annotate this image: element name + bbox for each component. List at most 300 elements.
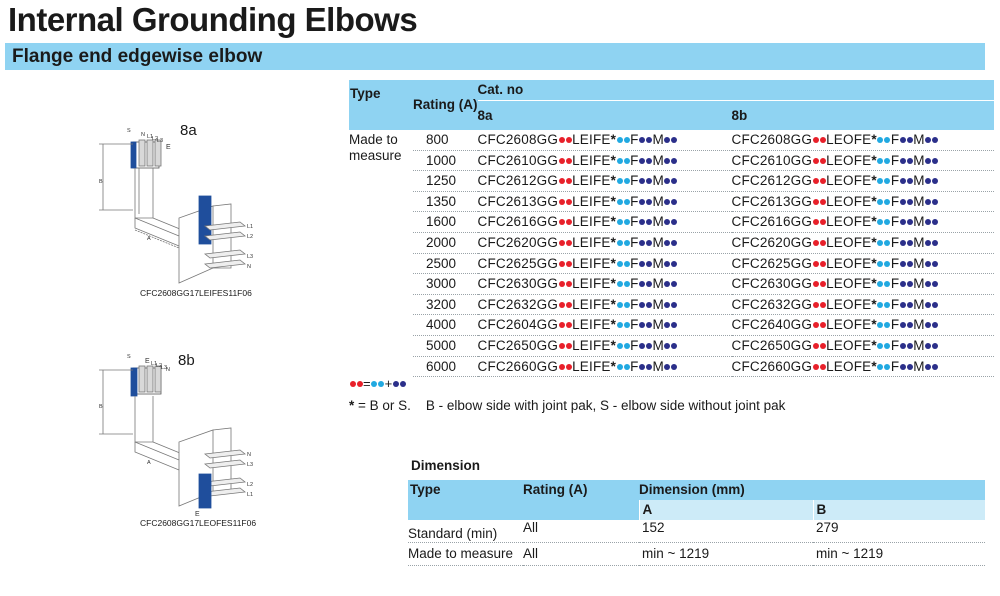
code-m: M	[913, 173, 925, 189]
figure-label-8a: 8a	[180, 122, 197, 139]
table-row	[349, 253, 994, 274]
cat-8b-cell	[732, 232, 994, 253]
code-suffix: LEIFE	[572, 337, 611, 353]
dim-label: L1	[147, 134, 154, 140]
navy-dot-icon	[907, 219, 913, 225]
navy-dot-icon	[639, 158, 645, 164]
red-dot-icon	[566, 199, 572, 205]
red-dot-icon	[813, 343, 819, 349]
dim-label: N	[247, 264, 251, 270]
navy-dot-icon	[646, 343, 652, 349]
table-row	[408, 543, 985, 566]
dim-header-a: A	[639, 500, 813, 520]
code-star: *	[871, 132, 877, 147]
red-dot-icon	[820, 261, 826, 267]
code-suffix: LEIFE	[572, 173, 611, 189]
red-dot-icon	[559, 199, 565, 205]
code-m: M	[913, 337, 925, 353]
code-f: F	[890, 193, 900, 209]
dim-label: L1	[247, 492, 254, 498]
red-dot-icon	[566, 261, 572, 267]
navy-dot-icon	[639, 178, 645, 184]
navy-dot-icon	[639, 219, 645, 225]
navy-dot-icon	[639, 261, 645, 267]
catalog-code	[478, 214, 678, 229]
navy-dot-icon	[932, 322, 938, 328]
navy-dot-icon	[393, 381, 399, 387]
navy-dot-icon	[900, 158, 906, 164]
blue-dot-icon	[884, 240, 890, 246]
navy-dot-icon	[932, 219, 938, 225]
cat-8b-cell	[732, 171, 994, 192]
navy-dot-icon	[932, 240, 938, 246]
dim-label: L2	[247, 482, 254, 488]
navy-dot-icon	[907, 199, 913, 205]
red-dot-icon	[566, 281, 572, 287]
code-suffix: LEOFE	[826, 214, 872, 230]
code-f: F	[630, 317, 639, 333]
col-header-rating: Rating (A)	[413, 97, 478, 112]
code-f: F	[630, 296, 639, 312]
red-dot-icon	[559, 281, 565, 287]
dim-label: L2	[152, 136, 159, 142]
navy-dot-icon	[671, 219, 677, 225]
code-base: CFC2613GG	[731, 193, 813, 209]
cat-8b-cell	[732, 150, 994, 171]
code-suffix: LEOFE	[826, 358, 872, 374]
dim-header-rating: Rating (A)	[523, 480, 639, 520]
blue-dot-icon	[617, 137, 623, 143]
code-base: CFC2604GG	[477, 317, 559, 333]
code-star: *	[610, 296, 617, 312]
rating-cell: 800	[413, 130, 478, 150]
code-f: F	[630, 276, 639, 292]
table-row	[349, 212, 994, 233]
blue-dot-icon	[624, 219, 630, 225]
blue-dot-icon	[877, 137, 883, 143]
navy-dot-icon	[639, 281, 645, 287]
blue-dot-icon	[617, 158, 623, 164]
blue-dot-icon	[624, 178, 630, 184]
code-star: *	[610, 317, 617, 333]
cat-8a-cell	[478, 274, 732, 295]
navy-dot-icon	[664, 137, 670, 143]
code-base: CFC2625GG	[477, 255, 559, 271]
red-dot-icon	[566, 322, 572, 328]
dim-rating-cell: All	[523, 520, 639, 543]
blue-dot-icon	[877, 281, 883, 287]
navy-dot-icon	[900, 343, 906, 349]
dim-header-b: B	[813, 500, 985, 520]
red-dot-icon	[820, 343, 826, 349]
blue-dot-icon	[877, 199, 883, 205]
navy-dot-icon	[932, 302, 938, 308]
navy-dot-icon	[671, 261, 677, 267]
table-row	[349, 335, 994, 356]
dim-label: A	[147, 460, 151, 466]
cat-8b-cell	[732, 253, 994, 274]
code-star: *	[610, 132, 617, 147]
blue-dot-icon	[884, 281, 890, 287]
blue-dot-icon	[624, 364, 630, 370]
navy-dot-icon	[639, 302, 645, 308]
code-suffix: LEIFE	[572, 132, 611, 147]
code-star: *	[610, 152, 617, 168]
blue-dot-icon	[378, 381, 384, 387]
navy-dot-icon	[925, 178, 931, 184]
dim-label: L1	[151, 361, 158, 367]
code-m: M	[913, 132, 925, 147]
elbow-diagram-8a	[95, 118, 280, 296]
navy-dot-icon	[907, 281, 913, 287]
cat-8a-cell	[478, 335, 732, 356]
navy-dot-icon	[646, 364, 652, 370]
navy-dot-icon	[646, 322, 652, 328]
catalog-code	[732, 235, 939, 250]
code-m: M	[652, 173, 664, 189]
catalog-code	[732, 338, 939, 353]
code-base: CFC2660GG	[731, 358, 813, 374]
code-base: CFC2630GG	[731, 276, 813, 292]
catalog-code	[478, 132, 678, 147]
navy-dot-icon	[925, 322, 931, 328]
dimension-caption: Dimension	[411, 458, 481, 473]
navy-dot-icon	[671, 240, 677, 246]
dim-label: S	[127, 128, 131, 134]
catalog-table	[349, 80, 994, 377]
cat-8b-cell	[732, 274, 994, 295]
code-f: F	[630, 132, 639, 147]
dim-label: L1	[247, 224, 254, 230]
code-base: CFC2630GG	[477, 276, 559, 292]
navy-dot-icon	[646, 199, 652, 205]
table-row	[408, 520, 985, 543]
code-base: CFC2660GG	[477, 358, 559, 374]
navy-dot-icon	[664, 199, 670, 205]
red-dot-icon	[820, 364, 826, 370]
rating-cell: 1600	[413, 212, 478, 233]
blue-dot-icon	[617, 261, 623, 267]
blue-dot-icon	[877, 261, 883, 267]
code-m: M	[652, 358, 664, 374]
blue-dot-icon	[617, 240, 623, 246]
red-dot-icon	[559, 219, 565, 225]
legend-plus: +	[384, 376, 393, 391]
red-dot-icon	[566, 343, 572, 349]
blue-dot-icon	[624, 261, 630, 267]
red-dot-icon	[813, 158, 819, 164]
navy-dot-icon	[639, 137, 645, 143]
code-star: *	[610, 234, 617, 250]
code-m: M	[913, 214, 925, 230]
blue-dot-icon	[617, 302, 623, 308]
navy-dot-icon	[932, 199, 938, 205]
red-dot-icon	[820, 281, 826, 287]
navy-dot-icon	[664, 178, 670, 184]
navy-dot-icon	[664, 158, 670, 164]
code-star: *	[871, 296, 877, 312]
navy-dot-icon	[400, 381, 406, 387]
dim-type-cell: Made to measure	[408, 543, 523, 566]
blue-dot-icon	[624, 281, 630, 287]
blue-dot-icon	[617, 322, 623, 328]
red-dot-icon	[820, 199, 826, 205]
blue-dot-icon	[617, 219, 623, 225]
red-dot-icon	[566, 219, 572, 225]
code-m: M	[913, 234, 925, 250]
blue-dot-icon	[617, 343, 623, 349]
navy-dot-icon	[646, 219, 652, 225]
red-dot-icon	[566, 137, 572, 143]
col-header-type: Type	[350, 86, 381, 101]
table-row	[349, 191, 994, 212]
catalog-code	[732, 317, 939, 332]
dim-b-cell: min ~ 1219	[813, 543, 985, 566]
navy-dot-icon	[907, 137, 913, 143]
red-dot-icon	[566, 178, 572, 184]
navy-dot-icon	[907, 240, 913, 246]
blue-dot-icon	[877, 178, 883, 184]
code-base: CFC2608GG	[731, 132, 813, 147]
rating-cell: 6000	[413, 356, 478, 377]
code-m: M	[913, 296, 925, 312]
code-star: *	[871, 214, 877, 230]
rating-cell: 1250	[413, 171, 478, 192]
catalog-code	[478, 256, 678, 271]
blue-dot-icon	[877, 302, 883, 308]
code-base: CFC2616GG	[477, 214, 559, 230]
blue-dot-icon	[884, 178, 890, 184]
code-base: CFC2608GG	[477, 132, 559, 147]
subtitle-bar	[5, 43, 985, 70]
table-row	[349, 274, 994, 295]
legend-star: *	[349, 398, 355, 413]
code-m: M	[913, 317, 925, 333]
code-base: CFC2650GG	[731, 337, 813, 353]
page-title: Internal Grounding Elbows	[8, 1, 418, 38]
code-suffix: LEOFE	[826, 234, 872, 250]
blue-dot-icon	[884, 137, 890, 143]
code-base: CFC2632GG	[731, 296, 813, 312]
code-suffix: LEIFE	[572, 152, 611, 168]
catalog-code	[732, 173, 939, 188]
navy-dot-icon	[907, 364, 913, 370]
navy-dot-icon	[900, 281, 906, 287]
code-star: *	[871, 358, 877, 374]
code-f: F	[890, 173, 900, 189]
dim-label: B	[99, 179, 103, 185]
code-suffix: LEIFE	[572, 296, 611, 312]
code-f: F	[890, 152, 900, 168]
red-dot-icon	[813, 281, 819, 287]
navy-dot-icon	[664, 281, 670, 287]
catalog-code	[732, 359, 939, 374]
red-dot-icon	[559, 322, 565, 328]
code-star: *	[610, 255, 617, 271]
code-star: *	[871, 337, 877, 353]
code-m: M	[652, 193, 664, 209]
cat-8a-cell	[478, 191, 732, 212]
red-dot-icon	[559, 137, 565, 143]
dim-label: B	[99, 404, 103, 410]
code-f: F	[890, 234, 900, 250]
code-suffix: LEOFE	[826, 255, 872, 271]
code-base: CFC2632GG	[477, 296, 559, 312]
code-f: F	[630, 337, 639, 353]
code-f: F	[630, 173, 639, 189]
code-m: M	[652, 132, 664, 147]
code-star: *	[610, 276, 617, 292]
red-dot-icon	[559, 178, 565, 184]
dim-label: L3	[157, 138, 164, 144]
code-base: CFC2640GG	[731, 317, 813, 333]
code-m: M	[913, 276, 925, 292]
navy-dot-icon	[671, 137, 677, 143]
code-suffix: LEIFE	[572, 234, 611, 250]
navy-dot-icon	[900, 199, 906, 205]
code-star: *	[871, 173, 877, 189]
code-m: M	[913, 255, 925, 271]
navy-dot-icon	[925, 158, 931, 164]
figure-caption-8a: CFC2608GG17LEIFES11F06	[140, 288, 252, 298]
code-suffix: LEIFE	[572, 358, 611, 374]
catalog-code	[732, 132, 939, 147]
code-suffix: LEIFE	[572, 317, 611, 333]
navy-dot-icon	[907, 343, 913, 349]
code-base: CFC2625GG	[731, 255, 813, 271]
blue-dot-icon	[884, 261, 890, 267]
red-dot-icon	[820, 240, 826, 246]
navy-dot-icon	[671, 158, 677, 164]
blue-dot-icon	[884, 199, 890, 205]
code-suffix: LEIFE	[572, 214, 611, 230]
code-star: *	[871, 317, 877, 333]
rating-cell: 1350	[413, 191, 478, 212]
navy-dot-icon	[925, 199, 931, 205]
navy-dot-icon	[907, 261, 913, 267]
red-dot-icon	[820, 137, 826, 143]
navy-dot-icon	[639, 343, 645, 349]
code-f: F	[890, 276, 900, 292]
navy-dot-icon	[639, 364, 645, 370]
blue-dot-icon	[624, 343, 630, 349]
catalog-code	[732, 276, 939, 291]
code-f: F	[630, 234, 639, 250]
navy-dot-icon	[900, 364, 906, 370]
code-base: CFC2650GG	[477, 337, 559, 353]
navy-dot-icon	[671, 302, 677, 308]
red-dot-icon	[566, 240, 572, 246]
blue-dot-icon	[617, 178, 623, 184]
code-base: CFC2616GG	[731, 214, 813, 230]
catalog-code	[478, 153, 678, 168]
code-f: F	[630, 152, 639, 168]
cat-8b-cell	[732, 356, 994, 377]
cat-8b-cell	[732, 335, 994, 356]
rating-cell: 2500	[413, 253, 478, 274]
catalog-code	[732, 256, 939, 271]
blue-dot-icon	[877, 158, 883, 164]
catalog-code	[478, 359, 678, 374]
blue-dot-icon	[624, 302, 630, 308]
code-suffix: LEIFE	[572, 193, 611, 209]
code-suffix: LEIFE	[572, 276, 611, 292]
cat-8a-cell	[478, 294, 732, 315]
navy-dot-icon	[900, 219, 906, 225]
code-m: M	[652, 337, 664, 353]
code-suffix: LEOFE	[826, 296, 872, 312]
rating-cell: 5000	[413, 335, 478, 356]
dim-label: N	[141, 132, 145, 138]
navy-dot-icon	[664, 322, 670, 328]
code-f: F	[890, 132, 900, 147]
red-dot-icon	[813, 302, 819, 308]
catalog-code	[478, 297, 678, 312]
code-m: M	[652, 296, 664, 312]
code-base: CFC2612GG	[477, 173, 559, 189]
red-dot-icon	[820, 219, 826, 225]
blue-dot-icon	[624, 158, 630, 164]
navy-dot-icon	[900, 322, 906, 328]
table-row	[349, 356, 994, 377]
navy-dot-icon	[932, 158, 938, 164]
code-f: F	[890, 296, 900, 312]
red-dot-icon	[813, 199, 819, 205]
code-base: CFC2610GG	[477, 152, 559, 168]
code-star: *	[610, 214, 617, 230]
code-base: CFC2610GG	[731, 152, 813, 168]
navy-dot-icon	[646, 158, 652, 164]
navy-dot-icon	[932, 137, 938, 143]
dim-label: A	[147, 236, 151, 242]
code-m: M	[652, 255, 664, 271]
red-dot-icon	[559, 158, 565, 164]
code-f: F	[630, 193, 639, 209]
navy-dot-icon	[664, 261, 670, 267]
code-suffix: LEOFE	[826, 276, 872, 292]
dot-legend	[349, 376, 406, 391]
catalog-code	[478, 317, 678, 332]
code-m: M	[652, 152, 664, 168]
code-suffix: LEIFE	[572, 255, 611, 271]
catalog-code	[478, 173, 678, 188]
navy-dot-icon	[646, 240, 652, 246]
rating-cell: 2000	[413, 232, 478, 253]
navy-dot-icon	[671, 199, 677, 205]
navy-dot-icon	[925, 240, 931, 246]
code-base: CFC2620GG	[477, 234, 559, 250]
cat-8a-cell	[478, 232, 732, 253]
rating-cell: 3000	[413, 274, 478, 295]
blue-dot-icon	[624, 199, 630, 205]
code-f: F	[630, 214, 639, 230]
cat-8a-cell	[478, 315, 732, 336]
blue-dot-icon	[884, 158, 890, 164]
navy-dot-icon	[925, 219, 931, 225]
red-dot-icon	[820, 302, 826, 308]
cat-8a-cell	[478, 212, 732, 233]
navy-dot-icon	[664, 364, 670, 370]
legend-equals: =	[363, 376, 371, 391]
code-star: *	[610, 337, 617, 353]
figure-label-8b: 8b	[178, 352, 195, 369]
blue-dot-icon	[617, 199, 623, 205]
red-dot-icon	[559, 364, 565, 370]
dim-label: L3	[161, 365, 168, 371]
col-header-8a: 8a	[477, 108, 493, 123]
blue-dot-icon	[617, 281, 623, 287]
cat-8a-cell	[478, 130, 732, 150]
